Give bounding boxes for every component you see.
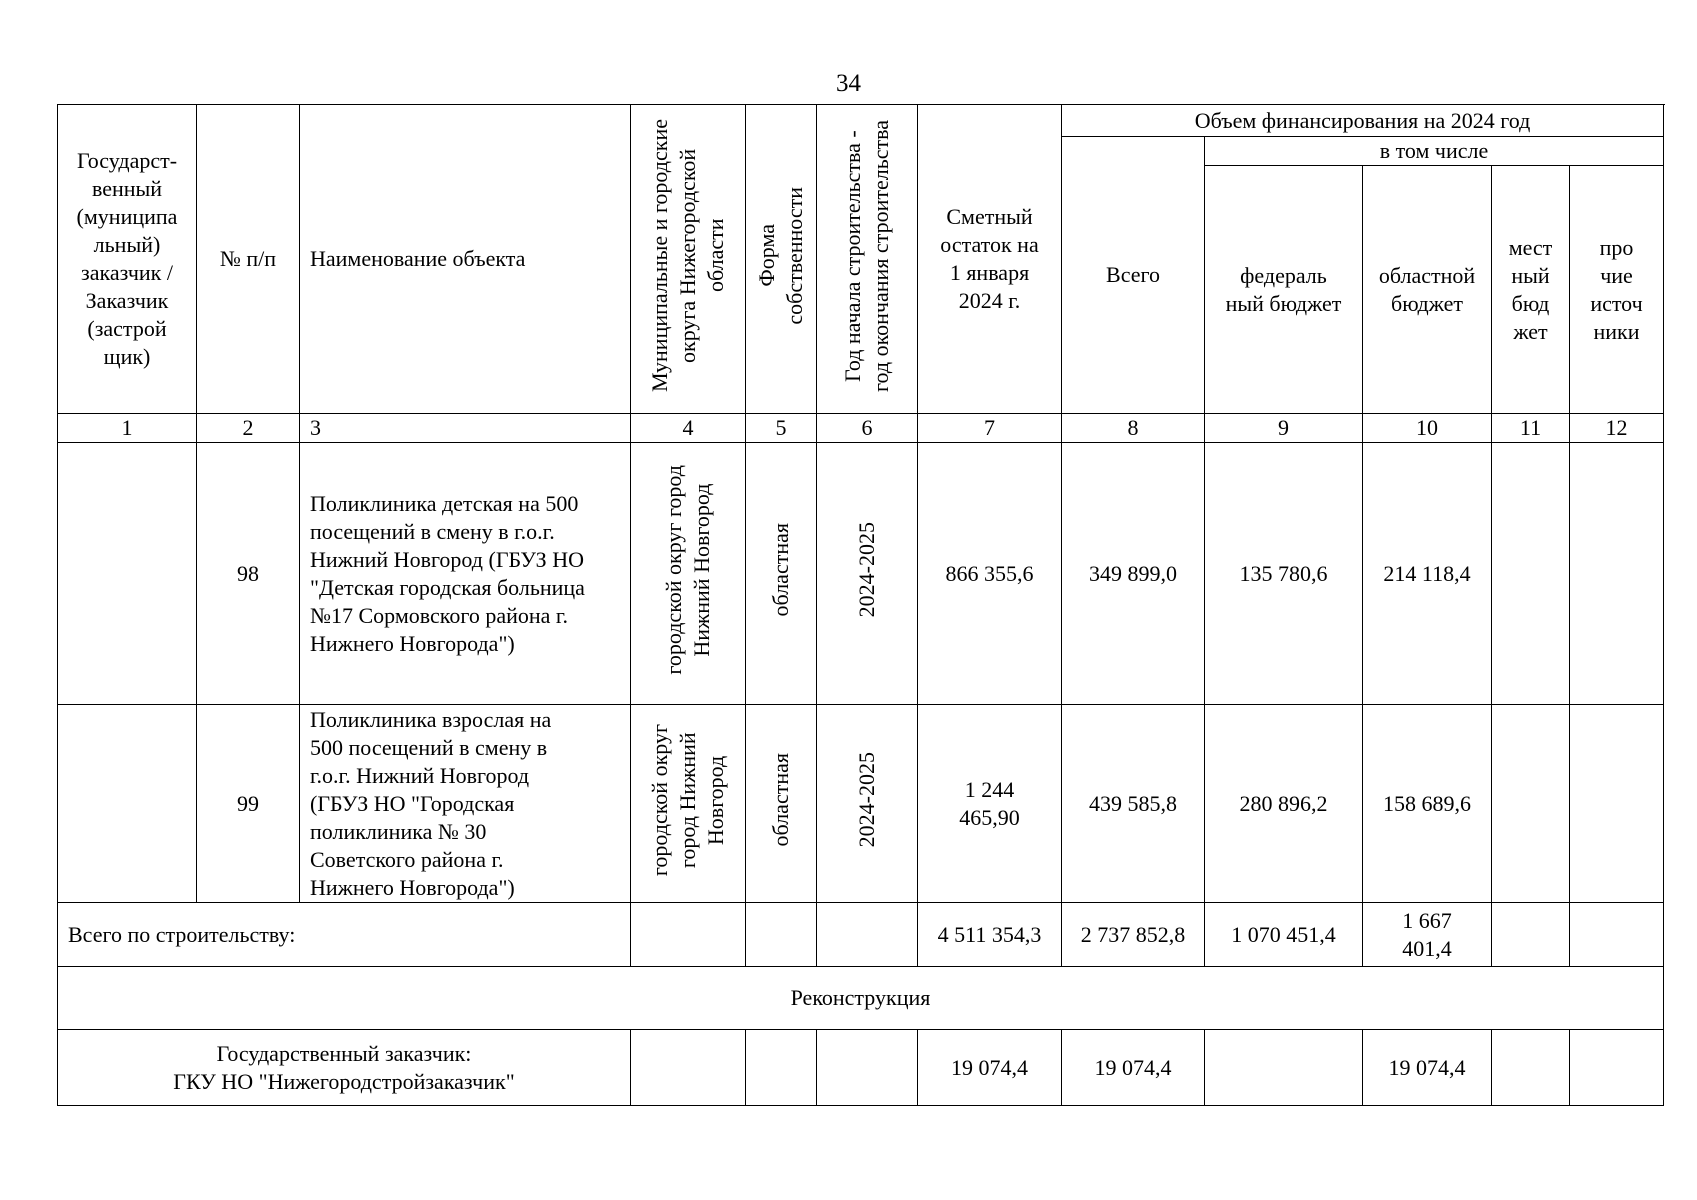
column-number: 6: [817, 414, 918, 443]
construction-total-federal: 1 070 451,4: [1205, 903, 1363, 967]
empty-cell: [746, 1030, 817, 1106]
row-local: [1492, 705, 1570, 903]
column-number: 3: [300, 414, 631, 443]
row-customer: [58, 443, 197, 705]
construction-total-row: [58, 903, 1664, 967]
header-funding-group: Объем финансирования на 2024 год: [1062, 105, 1664, 137]
row-regional: 214 118,4: [1363, 443, 1492, 705]
empty-cell: [1492, 1030, 1570, 1106]
row-object-name: Поликлиника взрослая на 500 посещений в смену в г.о.г. Нижний Новгород (ГБУЗ НО "Городская поликлиника № 30 Советского района г. Нижнего Новгорода"): [300, 705, 631, 903]
header-number: № п/п: [197, 105, 300, 414]
row-number: 99: [197, 705, 300, 903]
row-federal: 280 896,2: [1205, 705, 1363, 903]
column-number: 10: [1363, 414, 1492, 443]
table-row: [58, 443, 1664, 705]
customer-regional: 19 074,4: [1363, 1030, 1492, 1106]
column-number: 5: [746, 414, 817, 443]
empty-cell: [1570, 1030, 1664, 1106]
empty-cell: [631, 903, 746, 967]
header-local: мест ный бюд жет: [1492, 166, 1570, 414]
row-customer: [58, 705, 197, 903]
column-number: 12: [1570, 414, 1664, 443]
funding-table: [57, 104, 1664, 1106]
column-number: 2: [197, 414, 300, 443]
section-row: [58, 967, 1664, 1030]
row-years: 2024-2025: [817, 443, 918, 705]
row-regional: 158 689,6: [1363, 705, 1492, 903]
header-object-name: Наименование объекта: [300, 105, 631, 414]
header-other: про чие источ ники: [1570, 166, 1664, 414]
header-customer: Государст- венный (муниципа льный) заказчик / Заказчик (застрой щик): [58, 105, 197, 414]
empty-cell: [817, 1030, 918, 1106]
row-municipality: городской округ город Нижний Новгород: [631, 443, 746, 705]
empty-cell: [746, 903, 817, 967]
column-number: 4: [631, 414, 746, 443]
row-ownership: областная: [746, 443, 817, 705]
empty-cell: [631, 1030, 746, 1106]
empty-cell: [1205, 1030, 1363, 1106]
header-estimate-balance: Сметный остаток на 1 января 2024 г.: [918, 105, 1062, 414]
column-number: 11: [1492, 414, 1570, 443]
empty-cell: [1492, 903, 1570, 967]
column-number: 9: [1205, 414, 1363, 443]
column-number: 1: [58, 414, 197, 443]
row-estimate-balance: 1 244 465,90: [918, 705, 1062, 903]
row-total: 439 585,8: [1062, 705, 1205, 903]
customer-total: 19 074,4: [1062, 1030, 1205, 1106]
column-numbers-row: [58, 414, 1664, 443]
construction-total-regional: 1 667 401,4: [1363, 903, 1492, 967]
empty-cell: [1570, 903, 1664, 967]
construction-total-total: 2 737 852,8: [1062, 903, 1205, 967]
page-number: 34: [836, 70, 861, 97]
row-years: 2024-2025: [817, 705, 918, 903]
customer-label: Государственный заказчик: ГКУ НО "Нижегородстройзаказчик": [58, 1030, 631, 1106]
header-including: в том числе: [1205, 137, 1664, 166]
row-other: [1570, 443, 1664, 705]
construction-total-estimate: 4 511 354,3: [918, 903, 1062, 967]
row-other: [1570, 705, 1664, 903]
header-ownership: Форма собственности: [746, 105, 817, 414]
row-estimate-balance: 866 355,6: [918, 443, 1062, 705]
row-object-name: Поликлиника детская на 500 посещений в смену в г.о.г. Нижний Новгород (ГБУЗ НО "Детская городская больница №17 Сормовского района г. Нижнего Новгорода"): [300, 443, 631, 705]
column-number: 7: [918, 414, 1062, 443]
header-regional: областной бюджет: [1363, 166, 1492, 414]
customer-row: [58, 1030, 1664, 1106]
header-federal: федераль ный бюджет: [1205, 166, 1363, 414]
row-federal: 135 780,6: [1205, 443, 1363, 705]
construction-total-label: Всего по строительству:: [58, 903, 631, 967]
row-local: [1492, 443, 1570, 705]
header-total: Всего: [1062, 137, 1205, 414]
table-row: [58, 705, 1664, 903]
section-title: Реконструкция: [58, 967, 1664, 1030]
header-municipalities: Муниципальные и городские округа Нижегородской области: [631, 105, 746, 414]
row-number: 98: [197, 443, 300, 705]
empty-cell: [817, 903, 918, 967]
row-ownership: областная: [746, 705, 817, 903]
column-number: 8: [1062, 414, 1205, 443]
customer-estimate: 19 074,4: [918, 1030, 1062, 1106]
row-municipality: городской округ город Нижний Новгород: [631, 705, 746, 903]
row-total: 349 899,0: [1062, 443, 1205, 705]
header-years: Год начала строительства - год окончания строительства: [817, 105, 918, 414]
